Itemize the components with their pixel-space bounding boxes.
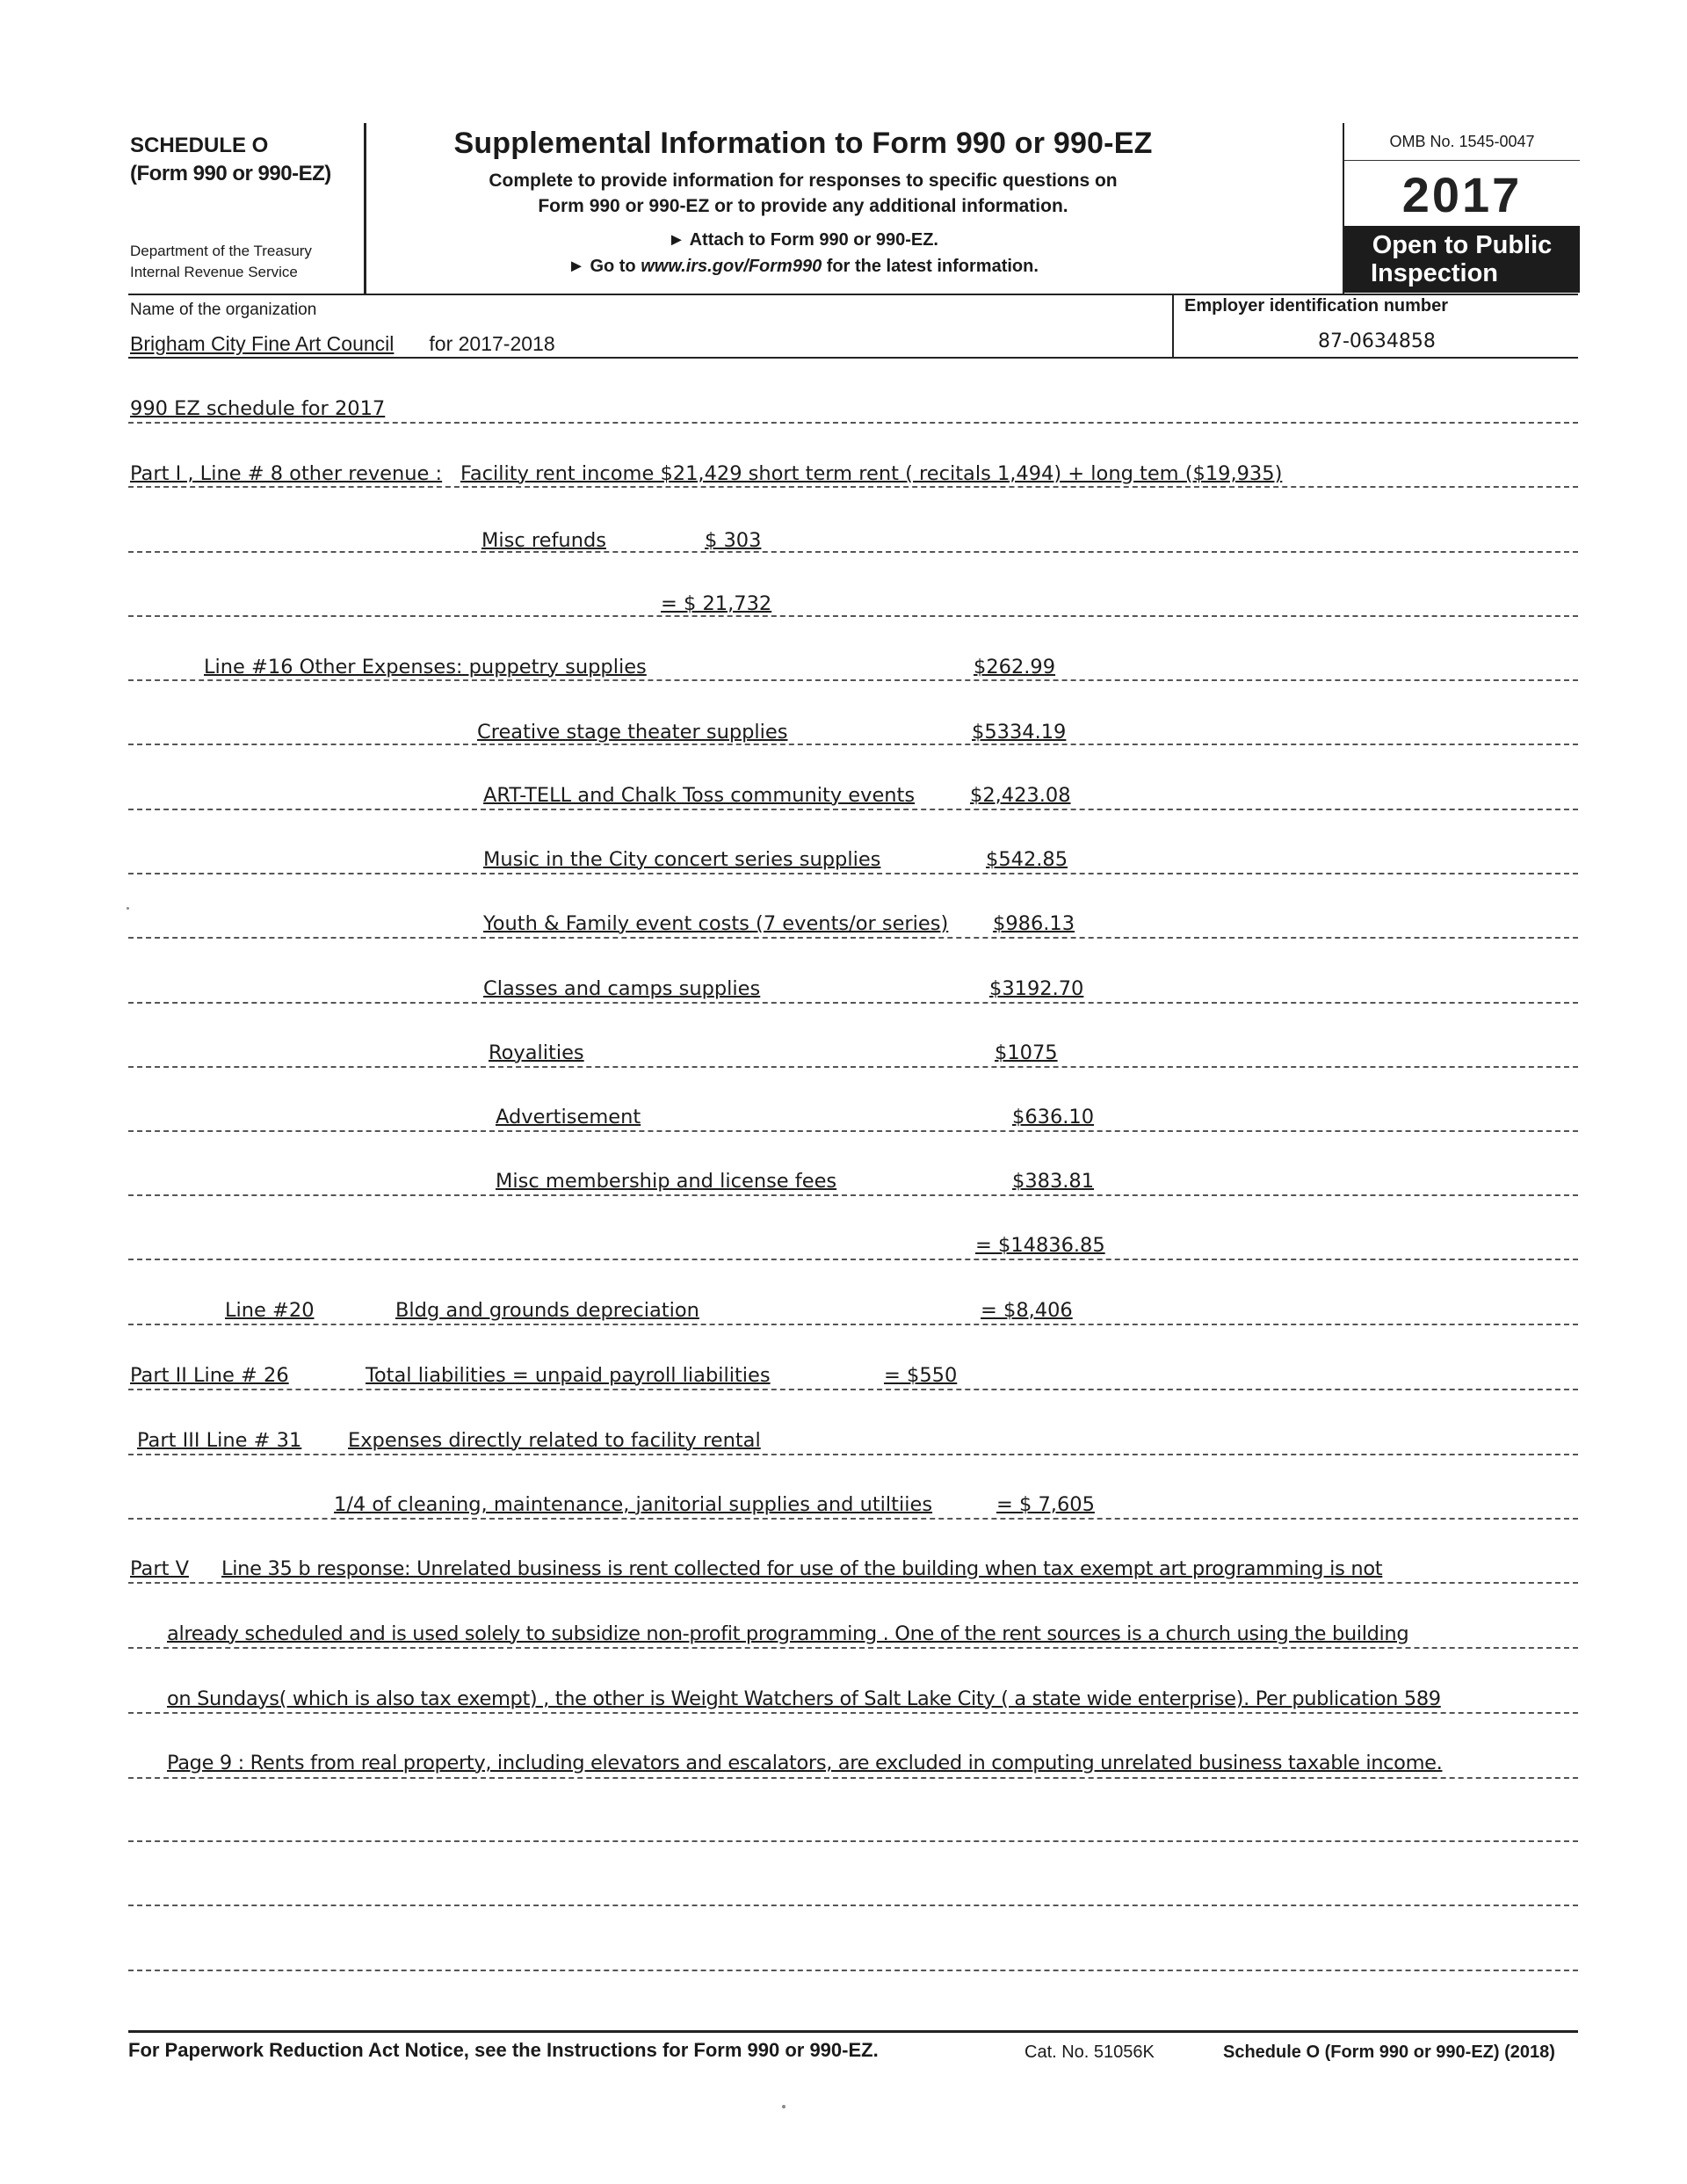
scan-speck (127, 907, 129, 910)
dashed-rule (128, 1002, 1578, 1004)
part5-label: Part V (130, 1557, 189, 1580)
part3-value: = $ 7,605 (996, 1493, 1095, 1516)
org-period: for 2017-2018 (429, 332, 555, 355)
attach-instruction: ► Attach to Form 990 or 990-EZ. (667, 230, 938, 250)
dashed-rule (128, 873, 1578, 874)
expense-label: Royalities (489, 1041, 584, 1064)
part2-label: Part II Line # 26 (130, 1364, 289, 1387)
dashed-rule (128, 615, 1578, 617)
open-to-public-badge (1344, 226, 1580, 293)
paperwork-notice: For Paperwork Reduction Act Notice, see the Instructions for Form 990 or 990-EZ. (128, 2039, 879, 2061)
line20-value: = $8,406 (981, 1299, 1073, 1322)
subtitle-line-2: Form 990 or 990-EZ or to provide any additional information. (538, 196, 1068, 216)
dept-line-1: Department of the Treasury (130, 243, 312, 259)
schedule-id-block (128, 123, 366, 294)
dashed-rule (128, 1840, 1578, 1842)
expense-value: $2,423.08 (970, 784, 1071, 807)
dashed-rule (128, 1259, 1578, 1260)
open-line-1: Open to Public (1372, 231, 1553, 259)
dashed-rule (128, 1194, 1578, 1196)
expense-value: $383.81 (1012, 1170, 1095, 1193)
expense-label: Classes and camps supplies (483, 977, 761, 1000)
org-name-value (130, 332, 555, 356)
schedule-title: SCHEDULE O (130, 134, 269, 157)
omb-block (1343, 123, 1580, 294)
part2-text: Total liabilities = unpaid payroll liabilities (366, 1364, 771, 1387)
dashed-rule (128, 1324, 1578, 1325)
expense-value: $3192.70 (989, 977, 1084, 1000)
dashed-rule (128, 422, 1578, 424)
expense-value: $5334.19 (972, 721, 1067, 744)
org-name-label: Name of the organization (130, 301, 317, 319)
irs-url: www.irs.gov/Form990 (641, 257, 822, 276)
part5-line: already scheduled and is used solely to subsidize non-profit programming . One of the rent sources is a church using the building (167, 1622, 1409, 1645)
part5-line: Line 35 b response: Unrelated business is rent collected for use of the building when tax exempt art programming is not (221, 1557, 1383, 1580)
expense-label: Youth & Family event costs (7 events/or series) (483, 912, 949, 935)
dashed-rule (128, 679, 1578, 681)
expense-label: ART-TELL and Chalk Toss community events (483, 784, 916, 807)
dashed-rule (128, 1518, 1578, 1520)
goto-suffix: for the latest information. (822, 257, 1039, 276)
part1-text: Facility rent income $21,429 short term rent ( recitals 1,494) + long tem ($19,935) (460, 462, 1283, 485)
omb-number: OMB No. 1545-0047 (1389, 133, 1535, 150)
dashed-rule (128, 1389, 1578, 1390)
expense-label: Advertisement (496, 1106, 641, 1128)
tax-year: 2017 (1401, 167, 1523, 222)
org-name: Brigham City Fine Art Council (130, 332, 395, 355)
line16-label: Line #16 Other Expenses: puppetry supplies (204, 656, 647, 678)
dashed-rule (128, 744, 1578, 745)
dashed-rule (128, 809, 1578, 810)
expense-label: Misc membership and license fees (496, 1170, 837, 1193)
dashed-rule (128, 1970, 1578, 1971)
line20-text: Bldg and grounds depreciation (395, 1299, 699, 1322)
expense-label: Music in the City concert series supplies (483, 848, 881, 871)
expense-value: $636.10 (1012, 1106, 1095, 1128)
expense-label: Creative stage theater supplies (477, 721, 788, 744)
part3-label: Part III Line # 31 (137, 1429, 302, 1452)
subtitle-line-1: Complete to provide information for responses to specific questions on (489, 171, 1118, 191)
dashed-rule (128, 1712, 1578, 1714)
intro-text: 990 EZ schedule for 2017 (130, 397, 386, 420)
form-header (128, 123, 1578, 294)
line20-label: Line #20 (225, 1299, 315, 1322)
part5-line: on Sundays( which is also tax exempt) , the other is Weight Watchers of Salt Lake City ( a state wide enterprise). Per publication 589 (167, 1687, 1441, 1710)
misc-refunds-label: Misc refunds (481, 529, 606, 552)
page-title: Supplemental Information to Form 990 or 990-EZ (453, 127, 1153, 160)
ein-label: Employer identification number (1184, 296, 1449, 316)
dashed-rule (128, 1454, 1578, 1455)
line16-value: $262.99 (974, 656, 1056, 678)
ein-divider (1172, 294, 1174, 357)
expenses-total: = $14836.85 (975, 1234, 1105, 1257)
part3-text: Expenses directly related to facility rental (348, 1429, 761, 1452)
title-block (364, 123, 1260, 294)
dashed-rule (128, 551, 1578, 553)
dashed-rule (128, 1582, 1578, 1584)
goto-prefix: ► Go to (568, 257, 641, 276)
open-line-2: Inspection (1371, 259, 1499, 287)
expense-value: $986.13 (993, 912, 1075, 935)
dashed-rule (128, 1130, 1578, 1132)
header-divider (128, 294, 1578, 295)
part1-label: Part I , Line # 8 other revenue : (130, 462, 443, 485)
year-box (1344, 160, 1580, 222)
misc-refunds-value: $ 303 (705, 529, 762, 552)
dashed-rule (128, 1066, 1578, 1068)
catalog-number: Cat. No. 51056K (1025, 2043, 1155, 2062)
schedule-reference: Schedule O (Form 990 or 990-EZ) (2018) (1223, 2043, 1555, 2062)
expense-value: $1075 (995, 1041, 1058, 1064)
schedule-form: (Form 990 or 990-EZ) (130, 162, 331, 185)
expense-value: $542.85 (986, 848, 1068, 871)
scan-speck (782, 2105, 786, 2108)
dashed-rule (128, 1647, 1578, 1649)
part2-value: = $550 (884, 1364, 958, 1387)
part5-line: Page 9 : Rents from real property, including elevators and escalators, are excluded in computing unrelated business taxable income. (167, 1752, 1443, 1774)
dashed-rule (128, 1905, 1578, 1906)
dept-line-2: Internal Revenue Service (130, 264, 298, 280)
revenue-total: = $ 21,732 (661, 592, 772, 615)
goto-instruction (364, 257, 1242, 277)
dashed-rule (128, 937, 1578, 939)
org-divider (128, 357, 1578, 359)
dashed-rule (128, 1777, 1578, 1779)
part3-detail: 1/4 of cleaning, maintenance, janitorial supplies and utiltiies (334, 1493, 933, 1516)
footer-divider (128, 2030, 1578, 2033)
ein-value: 87-0634858 (1318, 330, 1436, 352)
dashed-rule (128, 486, 1578, 488)
